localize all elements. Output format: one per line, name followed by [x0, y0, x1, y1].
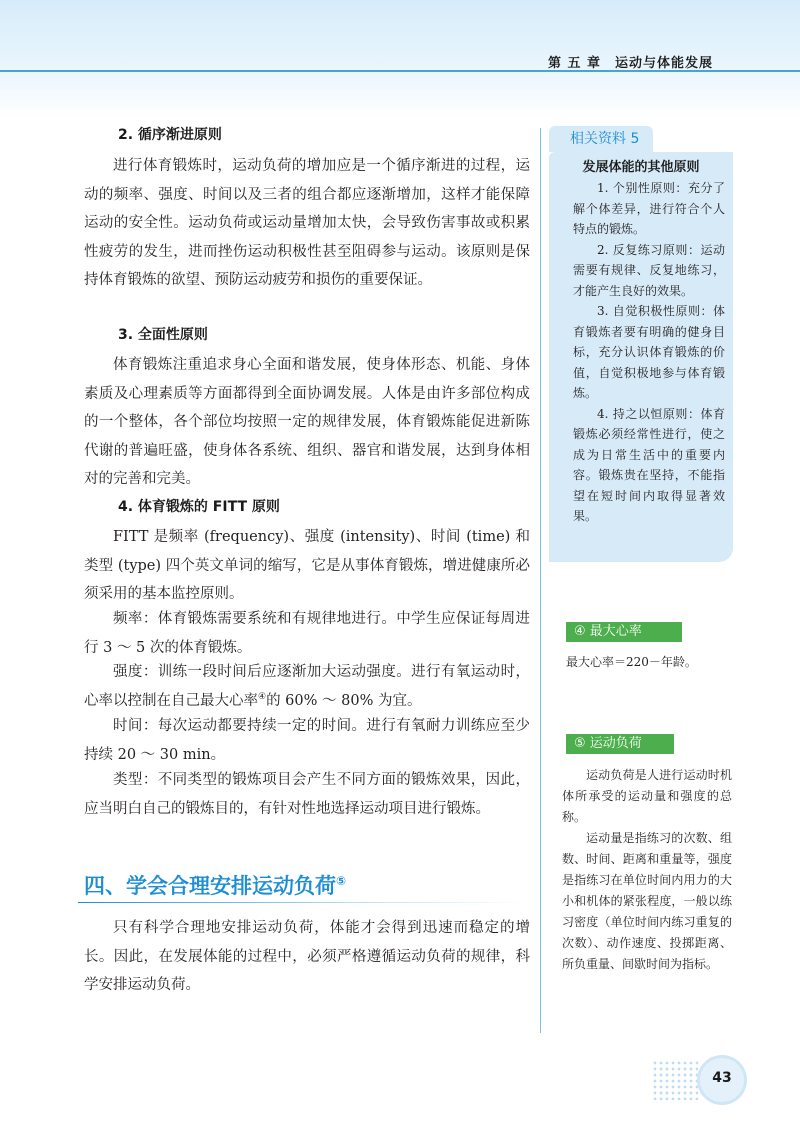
- paragraph-fitt-intro: FITT 是频率 (frequency)、强度 (intensity)、时间 (time) 和类型 (type) 四个英文单词的缩写，它是从事体育锻炼，增进健康所必须采用的基本监控原则。: [84, 529, 530, 603]
- reference-item: 1. 个别性原则：充分了解个体差异，进行符合个人特点的锻炼。: [573, 181, 725, 236]
- note-paragraph: 运动量是指练习的次数、组数、时间、距离和重量等，强度是指练习在单位时间内用力的大小和机体的紧张程度，一般以练习密度（单位时间内练习重复的次数）、动作速度、投掷距离、所负重量、间歇时间为指标。: [562, 831, 732, 971]
- reference-list: [573, 178, 725, 527]
- note-tag-exercise-load: ⑤ 运动负荷: [566, 734, 674, 754]
- footnote-mark-5: ⑤: [336, 874, 347, 888]
- reference-item: 3. 自觉积极性原则：体育锻炼者要有明确的健身目标，充分认识体育锻炼的价值，自觉积极地参与体育锻炼。: [573, 304, 725, 400]
- decorative-dots: [652, 1060, 698, 1100]
- note-tag-max-heart-rate: ④ 最大心率: [566, 622, 682, 642]
- paragraph-load: 只有科学合理地安排运动负荷，体能才会得到迅速而稳定的增长。因此，在发展体能的过程中，必须严格遵循运动负荷的规律，科学安排运动负荷。: [84, 920, 530, 994]
- section-underline: [78, 902, 528, 903]
- reference-item: 4. 持之以恒原则：体育锻炼必须经常性进行，使之成为日常生活中的重要内容。锻炼贵在坚持，不能指望在短时间内取得显著效果。: [573, 406, 725, 523]
- subheading-comprehensive: 3. 全面性原则: [118, 327, 208, 343]
- paragraph-frequency: 频率：体育锻炼需要系统和有规律地进行。中学生应保证每周进行 3 ～ 5 次的体育锻炼。: [84, 611, 530, 656]
- subheading-progressive: 2. 循序渐进原则: [118, 127, 222, 143]
- paragraph-time: 时间：每次运动都要持续一定的时间。进行有氧耐力训练应至少持续 20 ～ 30 min。: [84, 718, 530, 763]
- subheading-fitt: 4. 体育锻炼的 FITT 原则: [118, 499, 280, 515]
- paragraph-intensity: [84, 658, 530, 715]
- reference-title: 发展体能的其他原则: [582, 160, 700, 175]
- sidebar-rule: [540, 128, 541, 1033]
- chapter-title: 第 五 章 运动与体能发展: [548, 56, 714, 71]
- paragraph-progressive: 进行体育锻炼时，运动负荷的增加应是一个循序渐进的过程，运动的频率、强度、时间以及三者的组合都应逐渐增加，这样才能保障运动的安全性。运动负荷或运动量增加太快，会导致伤害事故或积累性疲劳的发生，进而挫伤运动积极性甚至阻碍参与运动。该原则是保持体育锻炼的欲望、预防运动疲劳和损伤的重要保证。: [84, 158, 530, 289]
- note-text-max-heart-rate: 最大心率＝220－年龄。: [566, 655, 697, 669]
- note-paragraph: 运动负荷是人进行运动时机体所承受的运动量和强度的总称。: [562, 768, 732, 824]
- section-title-load: [84, 870, 346, 900]
- footnote-mark-4: ④: [258, 691, 267, 702]
- paragraph-type: 类型：不同类型的锻炼项目会产生不同方面的锻炼效果，因此，应当明白自己的锻炼目的，有针对性地选择运动项目进行锻炼。: [84, 772, 530, 817]
- paragraph-comprehensive: 体育锻炼注重追求身心全面和谐发展，使身体形态、机能、身体素质及心理素质等方面都得到全面协调发展。人体是由许多部位构成的一个整体，各个部位均按照一定的规律发展，体育锻炼能促进新陈代谢的普遍旺盛，使身体各系统、组织、器官和谐发展，达到身体相对的完善和完美。: [84, 357, 530, 488]
- intensity-text-before: 强度：训练一段时间后应逐渐加大运动强度。进行有氧运动时，心率以控制在自己最大心率: [84, 664, 530, 709]
- reference-tab-label: 相关资料 5: [570, 131, 640, 147]
- section-title-text: 四、学会合理安排运动负荷: [84, 874, 336, 898]
- page-number: 43: [712, 1070, 732, 1086]
- reference-item: 2. 反复练习原则：运动需要有规律、反复地练习，才能产生良好的效果。: [573, 242, 725, 298]
- note-text-exercise-load: [562, 765, 732, 975]
- intensity-text-after: 的 60% ～ 80% 为宜。: [266, 692, 422, 709]
